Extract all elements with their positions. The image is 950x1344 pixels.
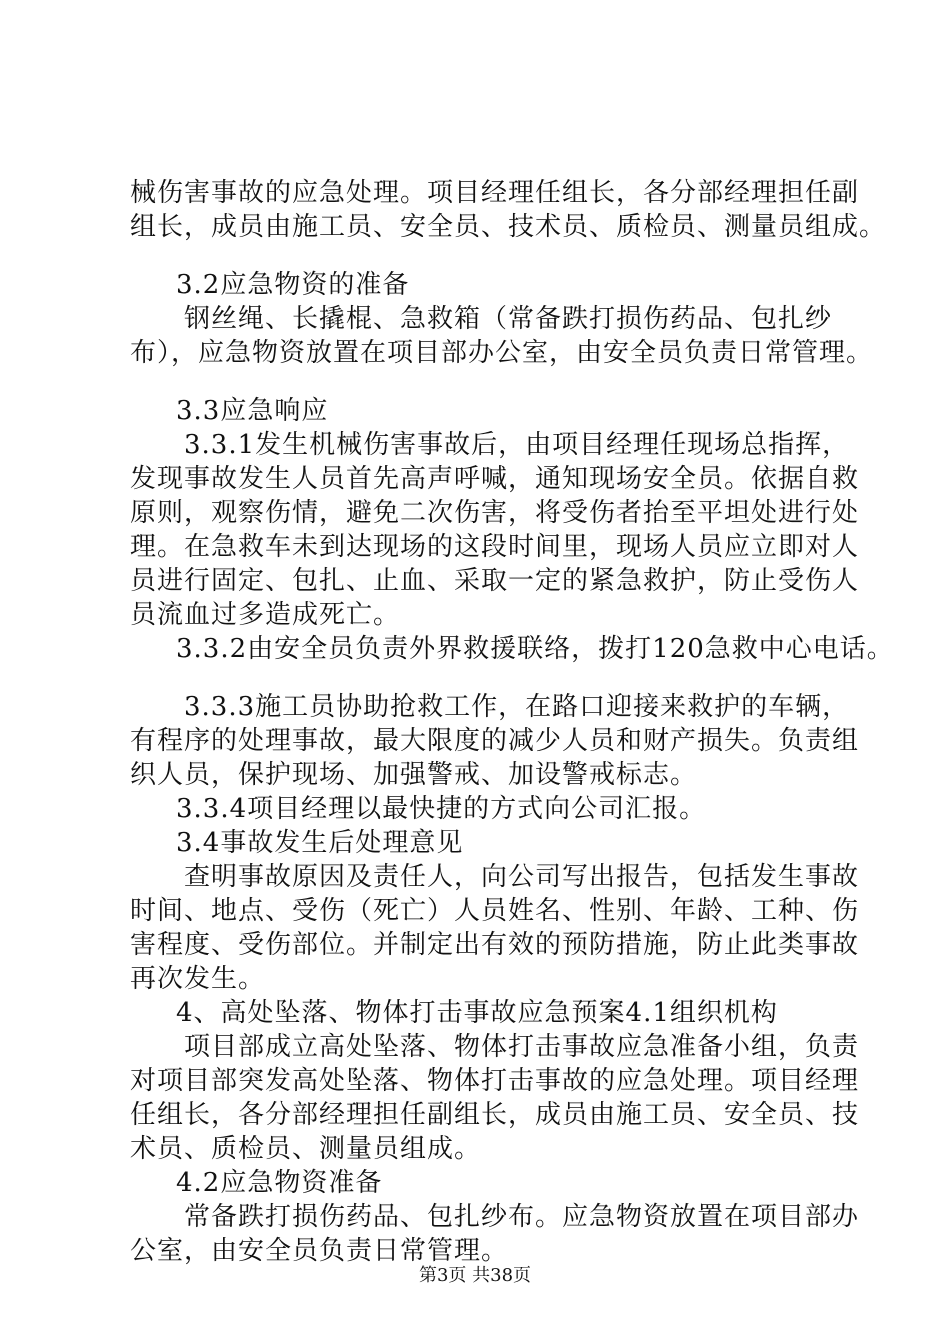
body-text-line: 3.3.3施工员协助抢救工作，在路口迎接来救护的车辆， xyxy=(184,692,850,722)
body-text-line: 再次发生。 xyxy=(130,964,266,994)
section-heading: 3.4事故发生后处理意见 xyxy=(176,828,464,858)
body-text-line: 原则，观察伤情，避免二次伤害，将受伤者抬至平坦处进行处 xyxy=(130,498,860,528)
body-text-line: 项目部成立高处坠落、物体打击事故应急准备小组，负责 xyxy=(184,1032,860,1062)
body-text-line: 有程序的处理事故，最大限度的减少人员和财产损失。负责组 xyxy=(130,726,860,756)
body-text-line: 害程度、受伤部位。并制定出有效的预防措施，防止此类事故 xyxy=(130,930,860,960)
body-text-line: 3.3.2由安全员负责外界救援联络，拨打120急救中心电话。 xyxy=(176,634,894,664)
body-text-line: 3.3.4项目经理以最快捷的方式向公司汇报。 xyxy=(176,794,707,824)
section-heading: 4、高处坠落、物体打击事故应急预案4.1组织机构 xyxy=(176,998,778,1028)
body-text-line: 任组长，各分部经理担任副组长，成员由施工员、安全员、技 xyxy=(130,1100,860,1130)
body-text-line: 织人员，保护现场、加强警戒、加设警戒标志。 xyxy=(130,760,698,790)
body-text-line: 3.3.1发生机械伤害事故后，由项目经理任现场总指挥， xyxy=(184,430,850,460)
body-text-line: 组长，成员由施工员、安全员、技术员、质检员、测量员组成。 xyxy=(130,212,887,242)
body-text-line: 查明事故原因及责任人，向公司写出报告，包括发生事故 xyxy=(184,862,860,892)
body-text-line: 布），应急物资放置在项目部办公室，由安全员负责日常管理。 xyxy=(130,338,874,368)
body-text-line: 术员、质检员、测量员组成。 xyxy=(130,1134,482,1164)
body-text-line: 员进行固定、包扎、止血、采取一定的紧急救护，防止受伤人 xyxy=(130,566,860,596)
body-text-line: 员流血过多造成死亡。 xyxy=(130,600,401,630)
body-text-line: 常备跌打损伤药品、包扎纱布。应急物资放置在项目部办 xyxy=(184,1202,860,1232)
body-text-line: 发现事故发生人员首先高声呼喊，通知现场安全员。依据自救 xyxy=(130,464,860,494)
body-text-line: 对项目部突发高处坠落、物体打击事故的应急处理。项目经理 xyxy=(130,1066,860,1096)
body-text-line: 公室，由安全员负责日常管理。 xyxy=(130,1236,509,1266)
body-text-line: 理。在急救车未到达现场的这段时间里，现场人员应立即对人 xyxy=(130,532,860,562)
section-heading: 4.2应急物资准备 xyxy=(176,1168,383,1198)
page-footer: 第3页 共38页 xyxy=(418,1265,532,1286)
section-heading: 3.2应急物资的准备 xyxy=(176,270,410,300)
body-text-line: 械伤害事故的应急处理。项目经理任组长，各分部经理担任副 xyxy=(130,178,860,208)
body-text-line: 钢丝绳、长撬棍、急救箱（常备跌打损伤药品、包扎纱 xyxy=(184,304,833,334)
section-heading: 3.3应急响应 xyxy=(176,396,329,426)
body-text-line: 时间、地点、受伤（死亡）人员姓名、性别、年龄、工种、伤 xyxy=(130,896,860,926)
